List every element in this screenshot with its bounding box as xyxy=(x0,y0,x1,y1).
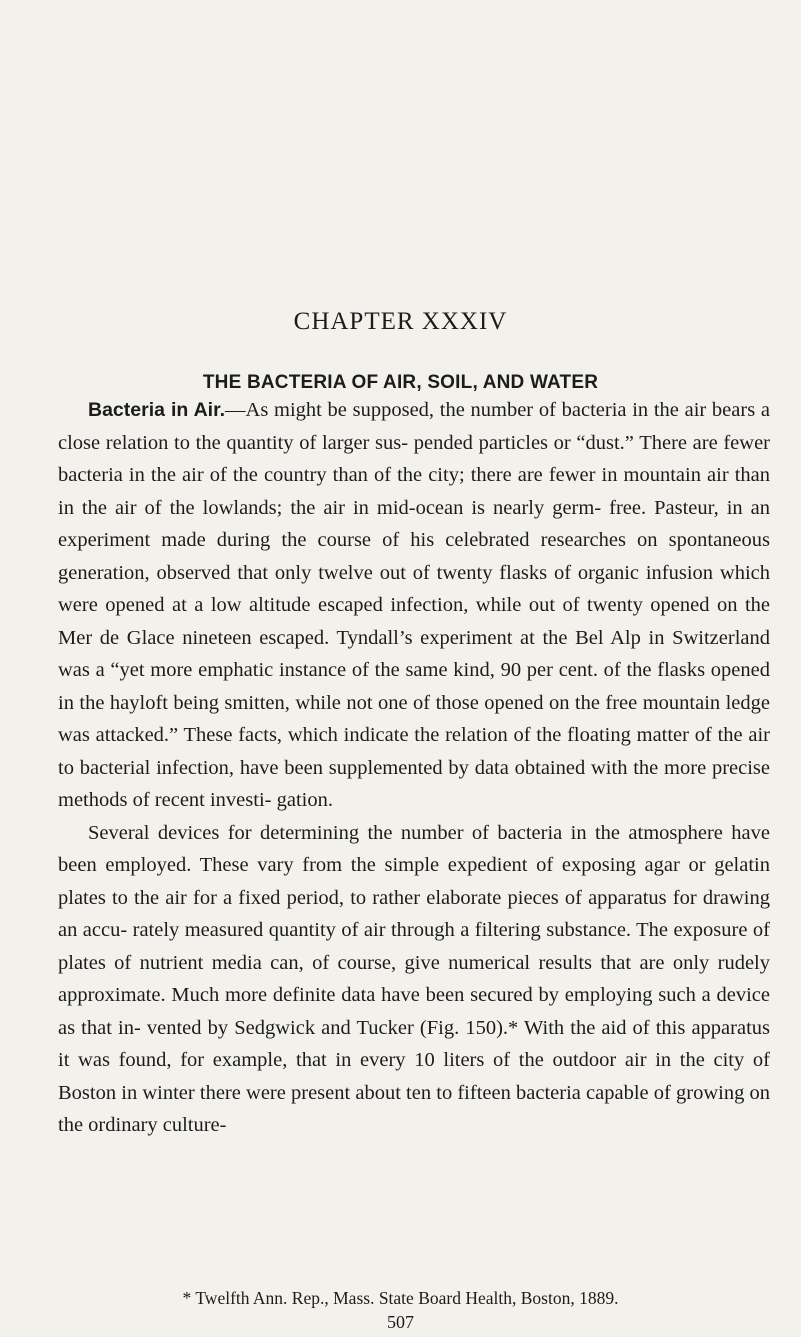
footnote: * Twelfth Ann. Rep., Mass. State Board Health, Boston, 1889. xyxy=(182,1288,619,1308)
paragraph-1-text: —As might be supposed, the number of bacteria in the air bears a close relation to the quantity of larger sus- pended particles or “dust.” There are fewer bacteria in the air of the country than of the city; there are fewer in mountain air than in the air of the lowlands; the air in mid-ocean is nearly germ- free. Pasteur, in an experiment made during the course of his celebrated researches on spontaneous generation, observed that only twelve out of twenty flasks of organic infusion which were opened at a low altitude escaped infection, while out of twenty opened on the Mer de Glace nineteen escaped. Tyndall’s experiment at the Bel Alp in Switzerland was a “yet more emphatic instance of the same kind, 90 per cent. of the flasks opened in the hayloft being smitten, while not one of those opened on the free mountain ledge was attacked.” These facts, which indicate the relation of the floating matter of the air to bacterial infection, have been supplemented by data obtained with the more precise methods of recent investi- gation. xyxy=(58,399,770,811)
chapter-heading: CHAPTER XXXIV xyxy=(293,308,508,335)
paragraph-bacteria-in-air xyxy=(58,394,770,817)
page-number: 507 xyxy=(387,1312,414,1332)
paragraph-devices: Several devices for determining the number of bacteria in the atmosphere have been employed. These vary from the simple expedient of exposing agar or gelatin plates to the air for a fixed period, to rather elaborate pieces of apparatus for drawing an accu- rately measured quantity of air through a filtering substance. The exposure of plates of nutrient media can, of course, give numerical results that are only rudely approximate. Much more definite data have been secured by employing such a device as that in- vented by Sedgwick and Tucker (Fig. 150).* With the aid of this apparatus it was found, for example, that in every 10 liters of the outdoor air in the city of Boston in winter there were present about ten to fifteen bacteria capable of growing on the ordinary culture- xyxy=(58,821,770,1136)
run-in-heading: Bacteria in Air. xyxy=(88,399,226,421)
chapter-title: THE BACTERIA OF AIR, SOIL, AND WATER xyxy=(202,372,599,393)
body-text xyxy=(58,394,770,1142)
